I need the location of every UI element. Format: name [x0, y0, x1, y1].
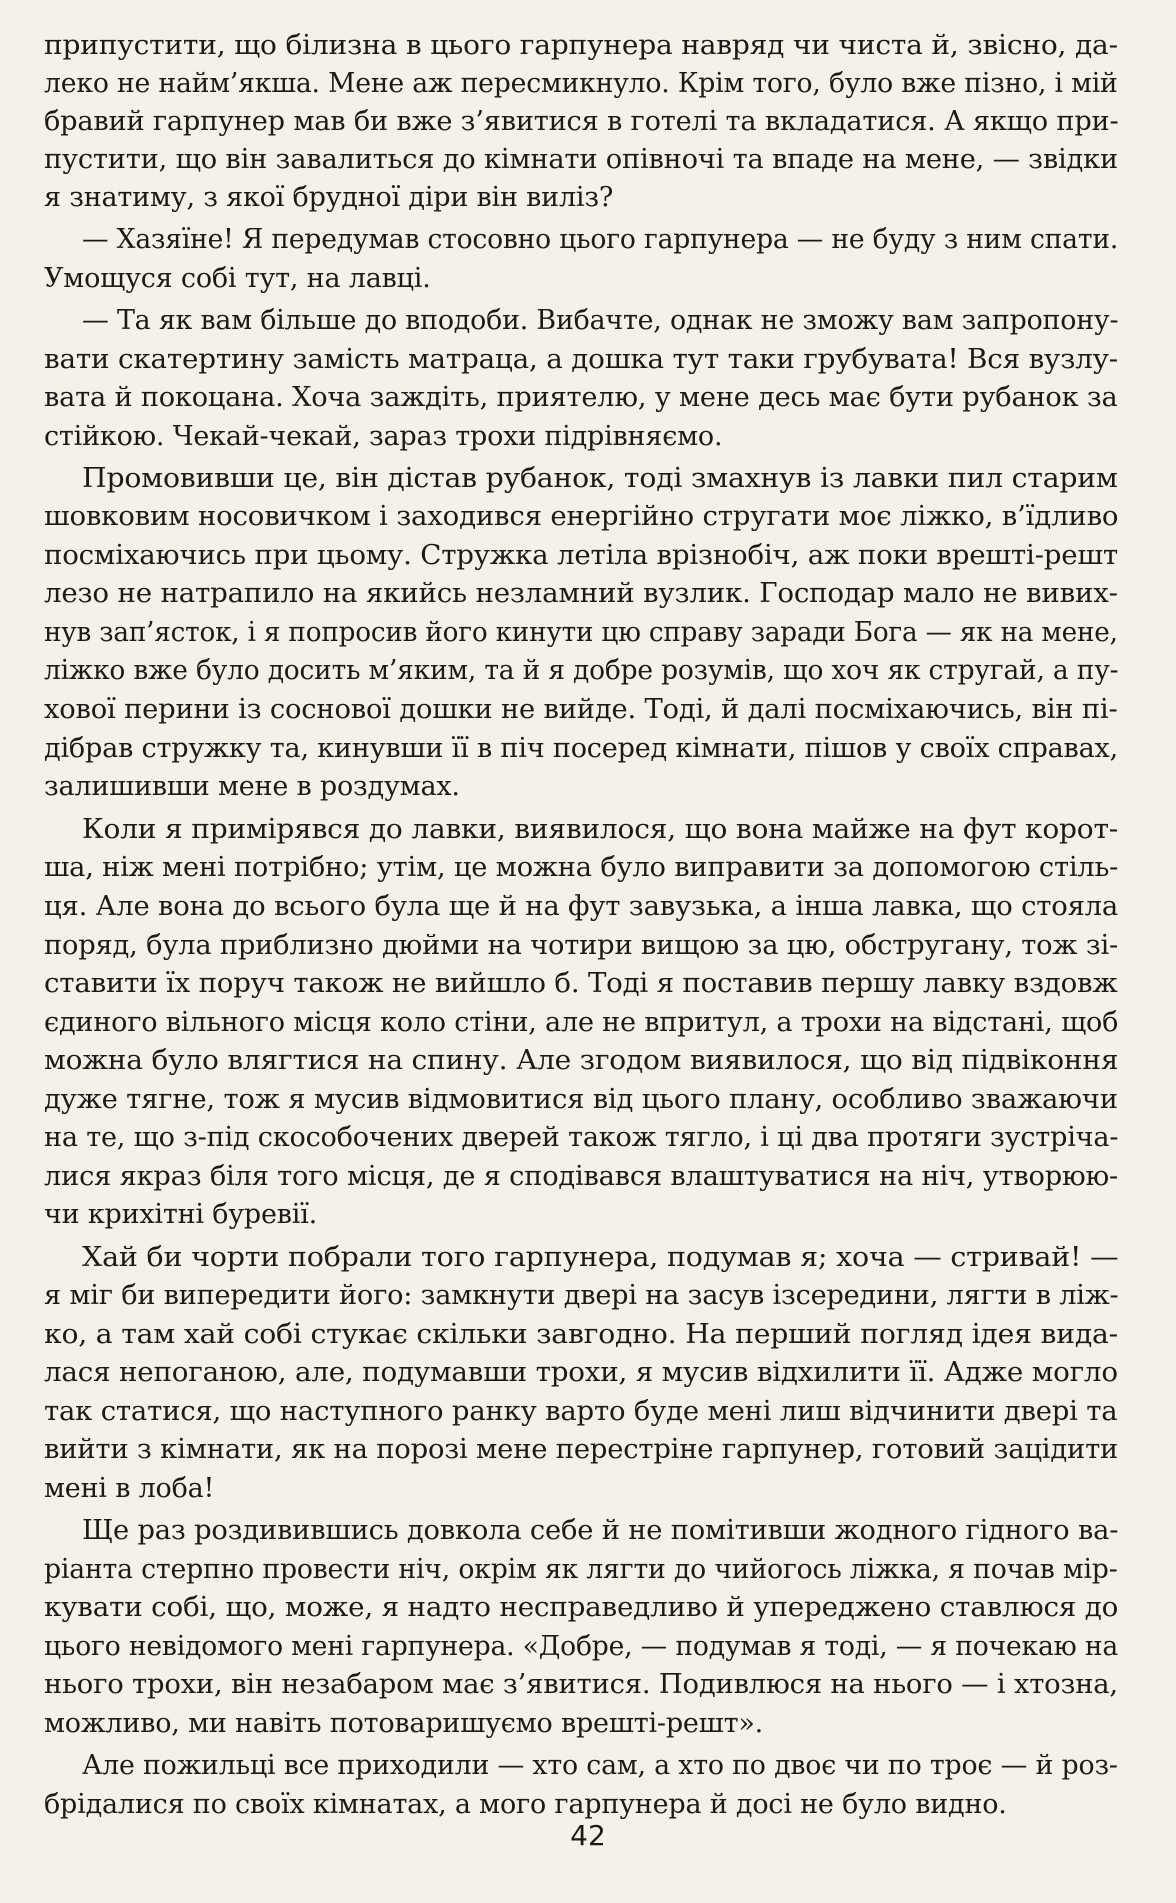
text-line: Хай би чорти побрали того гарпунера, подумав я; хоча — стривай! —: [82, 1242, 1119, 1273]
text-line: леко не найм’якша. Мене аж пересмикнуло. Крім того, було вже пізно, і мій: [44, 68, 1118, 99]
text-line: поряд, була приблизно дюйми на чотири вищою за цю, обстругану, тож зі-: [44, 930, 1119, 961]
text-line: я знатиму, з якої брудної діри він виліз?: [44, 182, 614, 213]
text-line: Промовивши це, він дістав рубанок, тоді змахнув із лавки пил старим: [82, 463, 1118, 494]
text-line: на те, що з-під скособочених дверей також тягло, і ці два протяги зустріча-: [44, 1122, 1119, 1153]
page-number: 42: [570, 1819, 606, 1852]
text-line: бравий гарпунер мав би вже з’явитися в готелі та вкладатися. А якщо при-: [44, 106, 1119, 137]
text-line: вийти з кімнати, як на порозі мене перестріне гарпунер, готовий зацідити: [44, 1434, 1119, 1465]
text-line: лася непоганою, але, подумавши трохи, я мусив відхилити її. Адже могло: [44, 1357, 1118, 1388]
text-line: так статися, що наступного ранку варто буде мені лиш відчинити двері та: [44, 1396, 1118, 1427]
text-line: стійкою. Чекай-чекай, зараз трохи підрівняємо.: [44, 421, 723, 452]
text-line: цього невідомого мені гарпунера. «Добре, — подумав я тоді, — я почекаю на: [44, 1631, 1119, 1662]
text-line: чи крихітні буревії.: [44, 1199, 318, 1230]
text-line: ріанта стерпно провести ніч, окрім як лягти до чийогось ліжка, я почав мір-: [44, 1554, 1118, 1585]
text-line: залишивши мене в роздумах.: [44, 771, 460, 802]
text-line: нього трохи, він незабаром має з’явитися. Подивлюся на нього — і хтозна,: [44, 1669, 1118, 1700]
text-line: кувати собі, що, може, я надто несправедливо й упереджено ставлюся до: [44, 1592, 1119, 1623]
text-line: лися якраз біля того місця, де я сподівався влаштуватися на ніч, утворюю-: [44, 1161, 1119, 1192]
text-line: мені в лоба!: [44, 1473, 215, 1504]
text-line: припустити, що білизна в цього гарпунера навряд чи чиста й, звісно, да-: [44, 30, 1118, 61]
text-line: Але пожильці все приходили — хто сам, а хто по двоє чи по троє — й роз-: [82, 1750, 1118, 1781]
book-page-text: [44, 28, 1118, 1828]
text-line: дуже тягне, тож я мусив відмовитися від цього плану, особливо зважаючи: [44, 1084, 1118, 1115]
text-line: лезо не натрапило на якийсь незламний вузлик. Господар мало не вивих-: [44, 578, 1118, 609]
text-line: єдиного вільного місця коло стіни, але не впритул, а трохи на відстані, щоб: [44, 1007, 1119, 1038]
text-line: Коли я примірявся до лавки, виявилося, що вона майже на фут корот-: [82, 814, 1119, 845]
text-line: можна було влягтися на спину. Але згодом виявилося, що від підвіконня: [44, 1045, 1119, 1076]
text-line: — Хазяїне! Я передумав стосовно цього гарпунера — не буду з ним спати.: [82, 224, 1119, 255]
text-line: я міг би випередити його: замкнути двері на засув ізсередини, лягти в ліж-: [44, 1280, 1119, 1311]
text-line: ліжко вже було досить м’яким, та й я добре розумів, що хоч як стругай, а пу-: [44, 655, 1119, 686]
text-line: брідалися по своїх кімнатах, а мого гарпунера й досі не було видно.: [44, 1789, 1007, 1820]
text-line: ця. Але вона до всього була ще й на фут завузька, а інша лавка, що стояла: [44, 891, 1119, 922]
text-line: нув зап’ясток, і я попросив його кинути цю справу заради Бога — як на мене,: [44, 617, 1118, 648]
text-line: можливо, ми навіть потоваришуємо врешті-решт».: [44, 1708, 764, 1739]
text-line: шовковим носовичком і заходився енергійно стругати моє ліжко, в’їдливо: [44, 501, 1119, 532]
text-line: Ще раз роздивившись довкола себе й не помітивши жодного гідного ва-: [82, 1515, 1119, 1546]
text-line: пустити, що він завалиться до кімнати опівночі та впаде на мене, — звідки: [44, 144, 1118, 175]
text-line: Умощуся собі тут, на лавці.: [44, 263, 431, 294]
text-line: — Та як вам більше до вподоби. Вибачте, однак не зможу вам запропону-: [82, 305, 1119, 336]
text-line: ставити їх поруч також не вийшло б. Тоді я поставив першу лавку вздовж: [44, 968, 1118, 999]
text-line: хової перини із соснової дошки не вийде. Тоді, й далі посміхаючись, він пі-: [44, 694, 1118, 725]
text-line: ша, ніж мені потрібно; утім, це можна було виправити за допомогою стіль-: [44, 852, 1119, 883]
text-line: дібрав стружку та, кинувши її в піч посеред кімнати, пішов у своїх справах,: [44, 733, 1119, 764]
text-line: посміхаючись при цьому. Стружка летіла врізнобіч, аж поки врешті-решт: [44, 540, 1118, 571]
text-line: вата й покоцана. Хоча заждіть, приятелю, у мене десь має бути рубанок за: [44, 382, 1118, 413]
text-line: ко, а там хай собі стукає скільки завгодно. На перший погляд ідея вида-: [44, 1319, 1119, 1350]
text-line: вати скатертину замість матраца, а дошка тут таки грубувата! Вся вузлу-: [44, 344, 1118, 375]
